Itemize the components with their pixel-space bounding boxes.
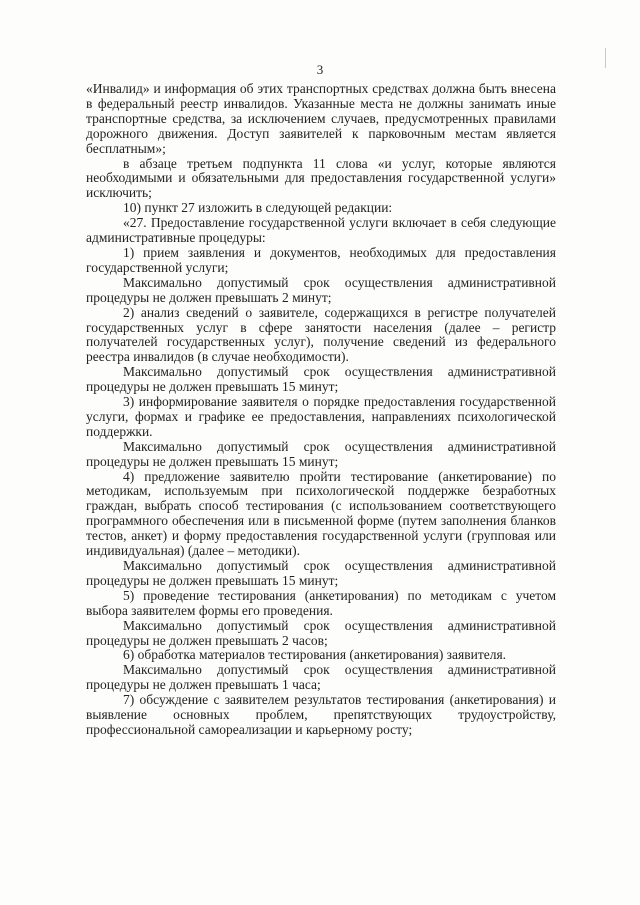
paragraph-procedure-2: 2) анализ сведений о заявителе, содержащихся в регистре получателей государственных услуг в сфере занятости населения (далее – регистр получателей государственных услуг), получение сведений из федерального реестра инвалидов (в случае необходимости). [86, 304, 556, 365]
paragraph-term-5: Максимально допустимый срок осуществления административной процедуры не должен превышать 2 часов; [86, 617, 556, 648]
page-number: 3 [316, 62, 324, 77]
paragraph-term-3: Максимально допустимый срок осуществления административной процедуры не должен превышать 15 минут; [86, 438, 556, 469]
document-text [86, 82, 556, 738]
paragraph-procedure-3: 3) информирование заявителя о порядке предоставления государственной услуги, формах и графике ее предоставления, направлениях психологической поддержки. [86, 394, 556, 439]
paragraph-procedure-6: 6) обработка материалов тестирования (анкетирования) заявителя. [123, 647, 507, 663]
paragraph-continuation: «Инвалид» и информация об этих транспортных средствах должна быть внесена в федеральный реестр инвалидов. Указанные места не должны занимать иные транспортные средства, за исключением случаев, предусмотренных правилами дорожного движения. Доступ заявителей к парковочным местам является бесплатным»; [86, 81, 556, 156]
paragraph-procedure-5: 5) проведение тестирования (анкетирования) по методикам с учетом выбора заявителем формы его проведения. [86, 587, 556, 618]
paragraph-procedure-7: 7) обсуждение с заявителем результатов тестирования (анкетирования) и выявление основных проблем, препятствующих трудоустройству, профессиональной самореализации и карьерному росту; [86, 692, 556, 737]
paragraph-term-1: Максимально допустимый срок осуществления административной процедуры не должен превышать 2 минут; [86, 274, 556, 305]
paragraph-term-6: Максимально допустимый срок осуществления административной процедуры не должен превышать 1 часа; [86, 662, 556, 693]
paragraph-amendment-abzac: в абзаце третьем подпункта 11 слова «и услуг, которые являются необходимыми и обязательными для предоставления государственной услуги» исключить; [86, 155, 556, 201]
paragraph-term-2: Максимально допустимый срок осуществления административной процедуры не должен превышать 15 минут; [86, 364, 556, 395]
paragraph-term-4: Максимально допустимый срок осуществления административной процедуры не должен превышать 15 минут; [86, 558, 556, 588]
paragraph-item-10: 10) пункт 27 изложить в следующей редакции: [123, 200, 393, 216]
paragraph-procedure-1: 1) прием заявления и документов, необходимых для предоставления государственной услуги; [86, 244, 556, 275]
paragraph-point-27: «27. Предоставление государственной услуги включает в себя следующие административные процедуры: [86, 215, 556, 246]
paragraph-procedure-4: 4) предложение заявителю пройти тестирование (анкетирование) по методикам, используемым при психологической поддержке безработных граждан, выбрать способ тестирования (с использованием соответствующего программного обеспечения или в письменной форме (путем заполнения бланков тестов, анкет) и форму предоставления государственной услуги (групповая или индивидуальная) (далее – методики). [86, 468, 556, 559]
